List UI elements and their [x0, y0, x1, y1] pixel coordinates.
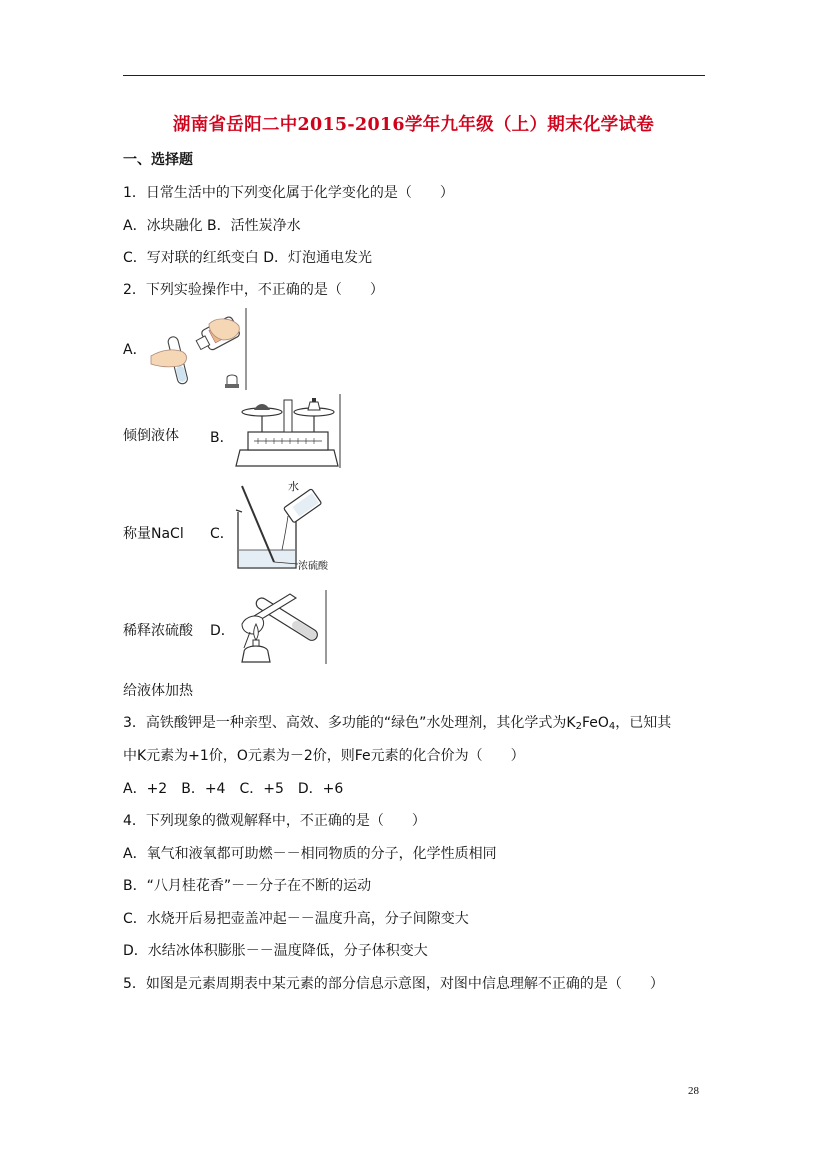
q3-line1-end: ，已知其 — [615, 715, 672, 731]
page-number: 28 — [688, 1085, 699, 1097]
q3-line1-start: 3．高铁酸钾是一种亲型、高效、多功能的“绿色”水处理剂，其化学式为 — [123, 715, 567, 731]
formula-feo: FeO — [581, 715, 609, 731]
q2-option-d-label: D． — [210, 623, 235, 639]
heating-liquid-figure — [234, 588, 328, 666]
section-heading: 一、选择题 — [123, 152, 193, 168]
formula-k-subscript: 2 — [575, 721, 582, 732]
q2-option-b-caption: 称量NaCl — [123, 526, 184, 542]
q4-option-d: D．水结冰体积膨胀－－温度降低，分子体积变大 — [123, 943, 428, 959]
q2-option-a-label: A． — [123, 342, 147, 358]
q3-line2: 中K元素为+1价，O元素为－2价，则Fe元素的化合价为（ ） — [123, 748, 525, 764]
q2-option-d-caption: 给液体加热 — [123, 683, 193, 699]
balance-scale-figure — [234, 392, 342, 470]
exam-title: 湖南省岳阳二中2015-2016学年九年级（上）期末化学试卷 — [172, 115, 655, 135]
q4-option-a: A．氧气和液氧都可助燃－－相同物质的分子，化学性质相同 — [123, 846, 497, 862]
q2-option-a-caption: 倾倒液体 — [123, 428, 179, 444]
q4-stem: 4．下列现象的微观解释中，不正确的是（ ） — [123, 813, 426, 829]
pouring-liquid-figure — [147, 306, 249, 392]
acid-label: 浓硫酸 — [298, 561, 328, 572]
q4-option-b: B．“八月桂花香”－－分子在不断的运动 — [123, 878, 372, 894]
q1-stem: 1．日常生活中的下列变化属于化学变化的是（ ） — [123, 185, 454, 201]
q5-stem: 5．如图是元素周期表中某元素的部分信息示意图，对图中信息理解不正确的是（ ） — [123, 976, 664, 992]
q2-stem: 2．下列实验操作中，不正确的是（ ） — [123, 282, 384, 298]
q1-options-cd: C．写对联的红纸变白 D．灯泡通电发光 — [123, 250, 373, 266]
q4-option-c: C．水烧开后易把壶盖冲起－－温度升高，分子间隙变大 — [123, 911, 469, 927]
q2-option-c-caption: 稀释浓硫酸 — [123, 623, 193, 639]
water-label: 水 — [288, 480, 299, 493]
q1-options-ab: A．冰块融化 B．活性炭净水 — [123, 218, 301, 234]
q3-options: A．+2 B．+4 C．+5 D．+6 — [123, 781, 344, 797]
formula-k: K — [566, 715, 576, 731]
dilute-acid-figure — [234, 476, 338, 574]
formula-o-subscript: 4 — [608, 721, 616, 732]
q3-line1 — [123, 713, 671, 733]
q2-option-c-label: C． — [210, 526, 234, 542]
q2-option-b-label: B． — [210, 430, 234, 446]
header-rule — [123, 75, 705, 76]
